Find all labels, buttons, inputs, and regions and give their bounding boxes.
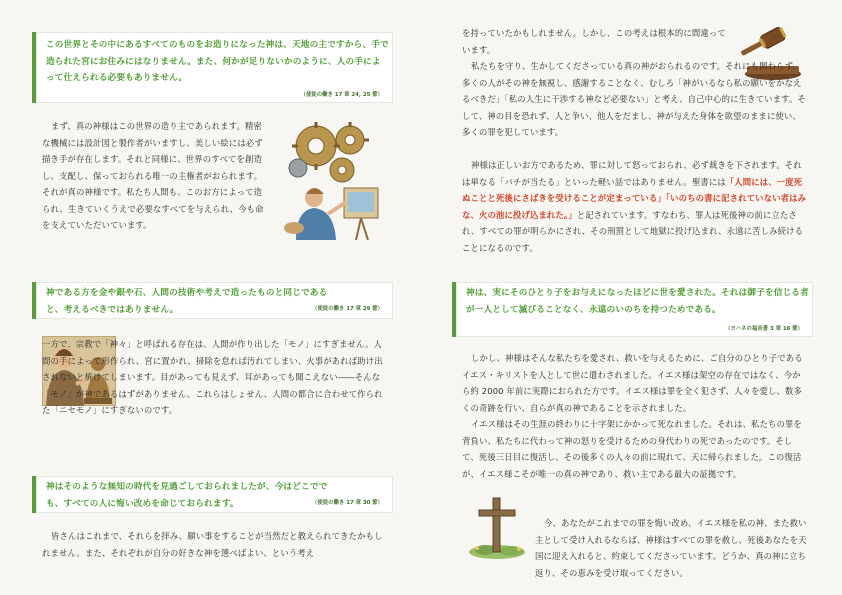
verse-callout-3 xyxy=(32,476,393,513)
verse-reference: （使徒の働き 17 章 30 節） xyxy=(311,500,383,506)
body-paragraph: を持っていたかもしれません。しかし、この考えは根本的に間違っています。 xyxy=(462,28,726,55)
gears-painter-illustration xyxy=(276,118,384,240)
verse-reference: （使徒の働き 17 章 29 節） xyxy=(311,306,383,312)
cross-icon xyxy=(465,494,529,560)
gear-icon xyxy=(289,126,364,182)
verse-callout-2 xyxy=(32,282,393,319)
verse-text: 神である方を金や銀や石、人間の技術や考えで造ったものと同じであると、考えるべきではありません。 xyxy=(46,288,328,315)
body-paragraph: 今、あなたがこれまでの罪を悔い改め、イエス様を私の神、また救い主として受け入れるならば、神様はすべての罪を赦し、死後あなたを天国に迎え入れると、約束してくださっています。どうか、真の神に立ち返り、その恵みを受け取ってください。 xyxy=(535,518,807,578)
body-paragraph: まず、真の神様はこの世界の造り主であられます。精密な機械には設計図と製作者がいますし、美しい絵には必ず描き手が存在します。それと同様に、世界のすべてを創造し、支配し、保っておられる唯一の主権者がおられます。それが真の神様です。私たち人間も、このお方によって造られ、生きていくうえで必要なすべてを与えられ、今も命を支えていただいています。 xyxy=(42,121,264,230)
verse-text: この世界とその中にあるすべてのものをお造りになった神は、天地の主ですから、手で造られた宮にお住みにはなりません。また、何かが足りないかのように、人の手によって仕えられる必要もありません。 xyxy=(46,40,389,83)
verse-text: 神はそのような無知の時代を見過ごしておられましたが、今はどこででも、すべての人に悔い改めを命じておられます。 xyxy=(46,482,328,509)
body-paragraph: 一方で、宗教で「神々」と呼ばれる存在は、人間が作り出した「モノ」にすぎません。人間の手によって形作られ、宮に置かれ、掃除を怠れば汚れてしまい、火事があれば助け出されないと焼けてしまいます。目があっても見えず、耳があっても聞こえない――そんな「モノ」が神であるはずがありません。これらはしょせん、人間の都合に合わせて作られた「ニセモノ」にすぎないのです。 xyxy=(42,339,383,415)
verse-callout-4 xyxy=(452,282,813,337)
body-text: 神様は正しいお方であるため、罪に対して怒っておられ、必ず裁きを下されます。それは単なる「バチが当たる」といった軽い話ではありません。聖書には xyxy=(462,160,802,187)
body-text: と記されています。すなわち、罪人は死後神の前に立たされ、すべての罪が明らかにされ、その刑罰として地獄に投げ込まれ、永遠に苦しみ続けることになるのです。 xyxy=(462,209,804,253)
verse-text: 神は、実にそのひとり子をお与えになったほどに世を愛された。それは御子を信じる者が一人として滅びることなく、永遠のいのちを持つためである。 xyxy=(466,288,809,315)
body-paragraph: 皆さんはこれまで、それらを拝み、願い事をすることが当然だと教えられてきたかもしれません。また、それぞれが自分の好きな神を選べばよい、という考え xyxy=(42,531,383,558)
body-paragraph: 私たちを守り、生かしてくださっている真の神がおられるのです。それにも関わらず、多くの人がその神を無視し、感謝することなく、むしろ「神がいるなら私の願いをかなえるべきだ」「私の人生に干渉する神など必要ない」と考え、自己中心的に生きています。そして、神の目を恐れず、人と争い、他人をだまし、神が与えた身体を欲望のままに使い、多くの罪を犯しています。 xyxy=(462,61,806,137)
body-paragraph xyxy=(462,157,807,256)
body-paragraph: イエス様はその生涯の終わりに十字架にかかって死なれました。それは、私たちの罪を背負い、私たちに代わって神の怒りを受けるための身代わりの死であったのです。そして、死後三日目に復活し、その後多くの人々の前に現れて、天に帰られました。この復活が、イエス様こそが唯一の真の神であり、救い主である最大の証拠です。 xyxy=(462,419,802,479)
verse-reference: （使徒の働き 17 章 24, 25 節） xyxy=(300,92,383,98)
scripture-quote: 「人間には、一度死ぬことと死後にさばきを受けることが定まっている」「いのちの書に記されていない者はみな、火の池に投げ込まれた。」 xyxy=(462,176,807,220)
verse-reference: （ヨハネの福音書 3 章 16 節） xyxy=(724,326,803,332)
verse-callout-1 xyxy=(32,32,393,103)
body-paragraph: しかし、神様はそんな私たちを愛され、救いを与えるために、ご自分のひとり子であるイエス・キリストを人として世に遣わされました。イエス様は架空の存在ではなく、今から約 2000 年前に実際におられた方です。イエス様は罪を全く犯さず、人々を愛し、数多くの奇跡を行い、自らが真の神であることを示されました。 xyxy=(462,353,803,413)
right-page xyxy=(421,0,842,595)
